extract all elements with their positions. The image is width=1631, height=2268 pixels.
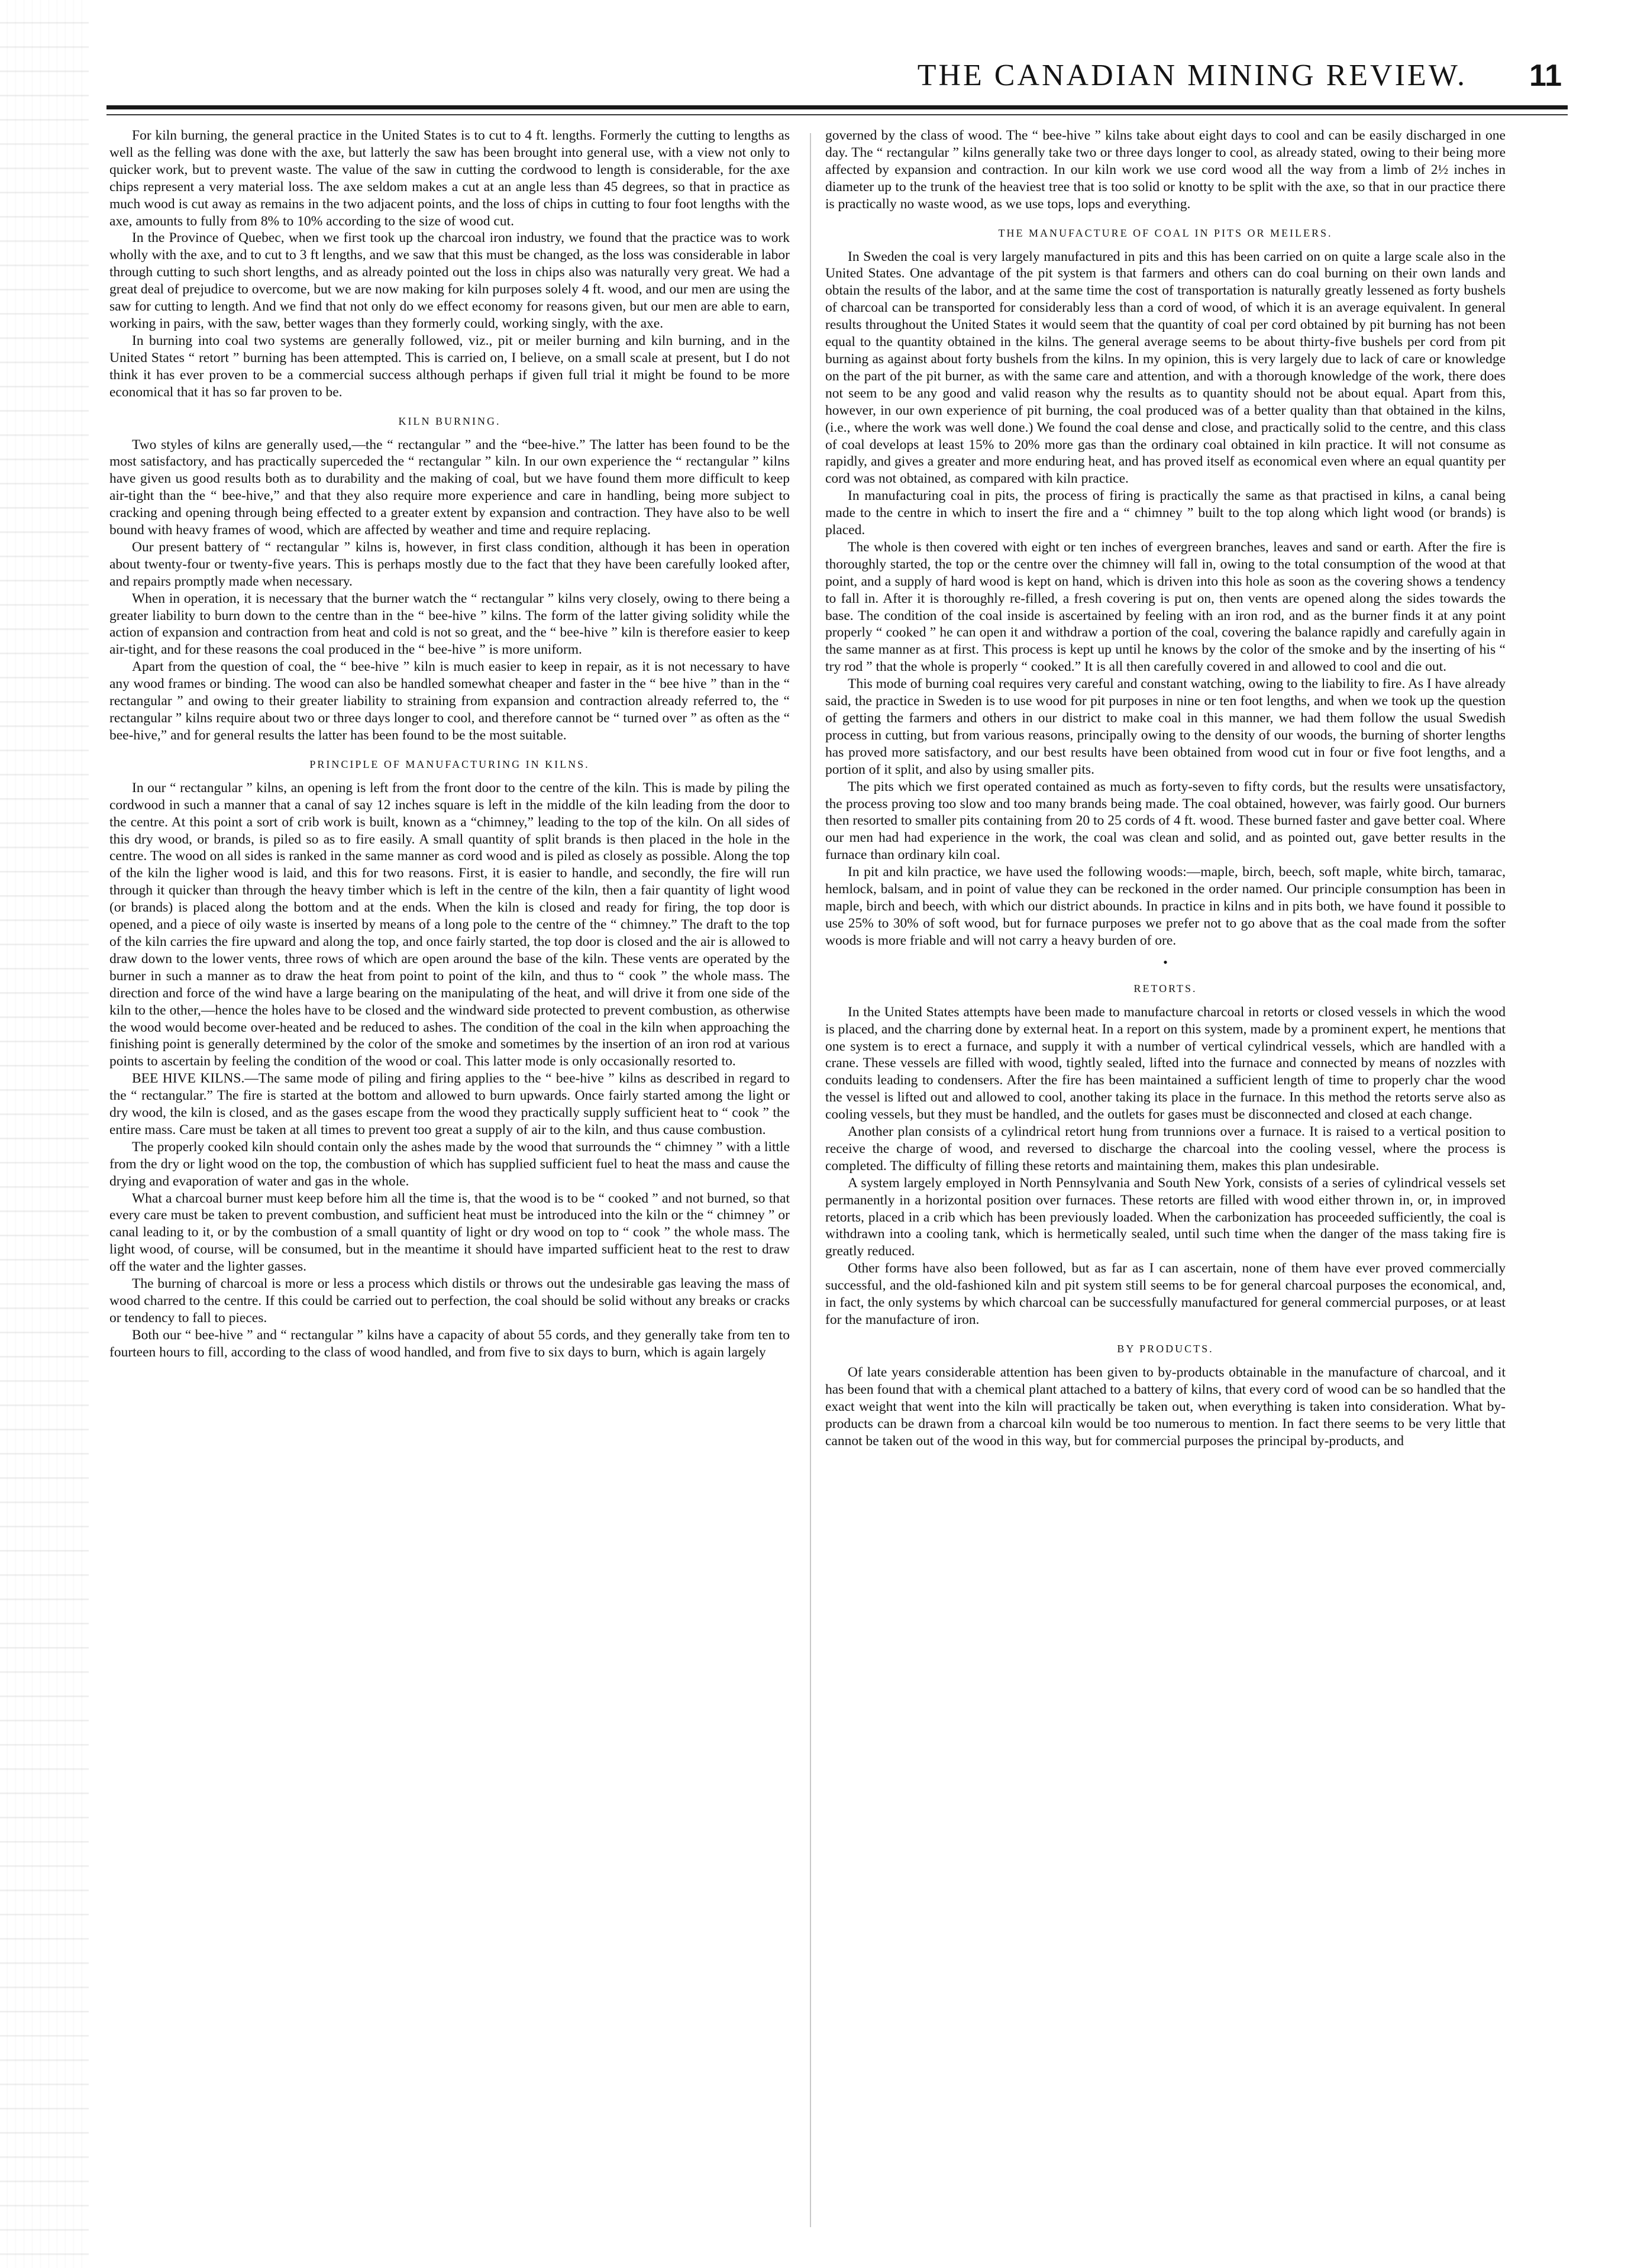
separator-dot: • — [1163, 954, 1168, 970]
paragraph: In burning into coal two systems are generally followed, viz., pit or meiler burning and kiln burning, and in the United States “ retort ” burning has been attempted. This is carried on, I believe, on a small scale at present, but I do not think it has ever proven to be a commercial success although perhaps if given full trial it might be found to be more economical that it has so far proven to be. — [109, 332, 790, 400]
paragraph: In pit and kiln practice, we have used the following woods:—maple, birch, beech, soft maple, white birch, tamarac, hemlock, balsam, and in point of value they can be reckoned in the order named. Our principle consumption has been in maple, birch and beech, with which our district abounds. In practice in kilns and in pits both, we have found it possible to use 25% to 30% of soft wood, but for furnace purposes we prefer not to go above that as the coal made from the softer woods is more friable and will not carry a heavy burden of ore. — [825, 864, 1506, 948]
scan-margin-noise — [0, 0, 89, 2268]
paragraph: A system largely employed in North Pennsylvania and South New York, consists of a series of cylindrical vessels set permanently in a horizontal position over furnaces. These retorts are filled with wood either thrown in, or, in improved retorts, placed in a crib which has been previously loaded. When the carbonization has proceeded sufficiently, the coal is withdrawn into a cooling tank, which is hermetically sealed, until such time when the danger of the mass taking fire is greatly reduced. — [825, 1175, 1506, 1259]
right-column — [825, 127, 1506, 2233]
header-rule-thin — [106, 114, 1568, 115]
paragraph: Of late years considerable attention has been given to by-products obtainable in the manufacture of charcoal, and it has been found that with a chemical plant attached to a battery of kilns, that every cord of wood can be so handled that the exact weight that went into the kiln will practically be taken out, when everything is taken into consideration. What by-products can be drawn from a charcoal kiln would be too numerous to mention. In fact there seems to be very little that cannot be taken out of the wood in this way, but for commercial purposes the principal by-products, and — [825, 1364, 1506, 1449]
section-heading-by-products: BY PRODUCTS. — [1117, 1342, 1214, 1355]
section-heading-pits: THE MANUFACTURE OF COAL IN PITS OR MEILERS. — [998, 227, 1333, 239]
running-title: THE CANADIAN MINING REVIEW. — [917, 59, 1467, 92]
section-heading-principle: PRINCIPLE OF MANUFACTURING IN KILNS. — [309, 758, 590, 770]
paragraph: The pits which we first operated contained as much as forty-seven to fifty cords, but the results were unsatisfactory, the process proving too slow and too many brands being made. The coal obtained, however, was fairly good. Our burners then resorted to smaller pits containing from 20 to 25 cords of 4 ft. wood. These burned faster and gave better coal. Where our men had had experience in the work, the coal was clean and solid, and as pointed out, gave better results in the furnace than ordinary kiln coal. — [825, 778, 1506, 863]
paragraph: Other forms have also been followed, but as far as I can ascertain, none of them have ever proved commercially successful, and the old-fashioned kiln and pit system still seems to be for general charcoal purposes the economical, and, in fact, the only systems by which charcoal can be successfully manufactured for general commercial purposes, or at least for the manufacture of iron. — [825, 1261, 1506, 1327]
paragraph: Apart from the question of coal, the “ bee-hive ” kiln is much easier to keep in repair, as it is not necessary to have any wood frames or binding. The wood can also be handled somewhat cheaper and faster in the “ bee hive ” than in the “ rectangular ” and owing to their greater liability to straining from expansion and contraction already referred to, the “ rectangular ” kilns require about two or three days longer to cool, and therefore cannot be “ turned over ” as often as the “ bee-hive,” and for general results the latter has been found to be the most suitable. — [109, 659, 790, 743]
page-header — [118, 52, 1562, 99]
paragraph: In the United States attempts have been made to manufacture charcoal in retorts or closed vessels in which the wood is placed, and the charring done by external heat. In a report on this system, made by a prominent expert, he mentions that one system is to erect a furnace, and supply it with a number of vertical cylindrical vessels, which are handled with a crane. These vessels are filled with wood, tightly sealed, lifted into the furnace and connected by means of nozzles with conduits leading to condensers. After the fire has been maintained a sufficient length of time to properly char the wood the vessel is lifted out and allowed to cool, another taking its place in the furnace. In this method the retorts serve also as cooling vessels, but they must be handled, and the outlets for gases must be disconnected and closed at each change. — [825, 1004, 1506, 1123]
paragraph: The properly cooked kiln should contain only the ashes made by the wood that surrounds the “ chimney ” with a little from the dry or light wood on the top, the combustion of which has supplied sufficient fuel to heat the mass and cause the drying and evaporation of water and gas in the whole. — [109, 1139, 790, 1189]
paragraph: The burning of charcoal is more or less a process which distils or throws out the undesirable gas leaving the mass of wood charred to the centre. If this could be carried out to perfection, the coal should be solid without any breaks or cracks or tendency to fall to pieces. — [109, 1276, 790, 1326]
column-divider — [810, 133, 811, 2227]
paragraph: In Sweden the coal is very largely manufactured in pits and this has been carried on on quite a large scale also in the United States. One advantage of the pit system is that farmers and others can do coal burning on their own lands and obtain the results of the labor, and at the same time the cost of transportation is naturally greatly lessened as forty bushels of charcoal can be transported for considerably less than a cord of wood, of which it is an average equivalent. In general results throughout the United States it would seem that the quantity of coal per cord obtained by pit burning has not been equal to the quantity obtained in the kilns. The general average seems to be about thirty-five bushels per cord from pit burning as against about forty bushels from the kilns. In my opinion, this is very largely due to lack of care or knowledge on the part of the pit burner, as with the same care and attention, and with a thorough knowledge of the work, there does not seem to be any good and valid reason why the results as to quantity should not be about equal. Apart from this, however, in our own experience of pit burning, the coal produced was of a better quality than that obtained in the kilns, (i.e., where the work was well done.) We found the coal dense and close, and practically solid to the centre, and this class of coal develops at least 15% to 20% more gas than the ordinary coal obtained in kiln practice. It will not consume as rapidly, and gives a greater and more enduring heat, and has proved itself as economical even where an equal quantity per cord was not obtained, as compared with kiln practice. — [825, 248, 1506, 487]
paragraph: governed by the class of wood. The “ bee-hive ” kilns take about eight days to cool and can be easily discharged in one day. The “ rectangular ” kilns generally take two or three days longer to cool, as already stated, owing to their being more affected by expansion and contraction. In our kiln work we use cord wood all the way from a limb of 2½ inches in diameter up to the trunk of the heaviest tree that is too solid or knotty to be split with the axe, so that in our practice there is practically no waste wood, as we use tops, lops and everything. — [825, 128, 1506, 212]
paragraph: Two styles of kilns are generally used,—the “ rectangular ” and the “bee-hive.” The latter has been found to be the most satisfactory, and has practically superceded the “ rectangular ” kiln. In our own experience the “ rectangular ” kilns have given us good results both as to durability and the making of coal, but we have found them more difficult to keep air-tight than the “ bee-hive,” and that they also require more experience and care in handling, being more subject to cracking and opening through being effected to a greater extent by expansion and contraction. They have also to be well bound with heavy frames of wood, which are affected by weather and time and require replacing. — [109, 437, 790, 538]
paragraph: Another plan consists of a cylindrical retort hung from trunnions over a furnace. It is raised to a vertical position to receive the charge of wood, and reversed to discharge the charcoal into the cooling vessel, where the process is completed. The difficulty of filling these retorts and maintaining them, makes this plan undesirable. — [825, 1124, 1506, 1174]
paragraph: When in operation, it is necessary that the burner watch the “ rectangular ” kilns very closely, owing to there being a greater liability to burn down to the centre than in the “ bee-hive ” kilns. The form of the latter giving solidity while the action of expansion and contraction from heat and cold is not so great, and the “ bee-hive ” kiln is therefore easier to keep air-tight, and for these reasons the coal produced in the “ bee-hive ” is more uniform. — [109, 590, 790, 658]
left-column — [109, 127, 790, 2233]
header-rule-thick — [106, 105, 1568, 109]
paragraph: BEE HIVE KILNS.—The same mode of piling and firing applies to the “ bee-hive ” kilns as described in regard to the “ rectangular.” The fire is started at the bottom and allowed to burn upwards. Once fairly started among the light or dry wood, the kiln is closed, and as the gases escape from the wood they practically supply sufficient heat to “ cook ” the entire mass. Care must be taken at all times to prevent too great a supply of air to the kiln, and thus cause combustion. — [109, 1071, 790, 1138]
section-heading-kiln-burning: KILN BURNING. — [398, 415, 501, 427]
page-number: 11 — [1529, 59, 1562, 93]
paragraph: In the Province of Quebec, when we first took up the charcoal iron industry, we found that the practice was to work wholly with the axe, and to cut to 3 ft lengths, and we saw that this must be changed, as the loss was considerable in labor through cutting to such short lengths, and as already pointed out the loss in chips also was naturally very great. We had a great deal of prejudice to overcome, but we are now making for kiln purposes solely 4 ft. wood, and our men are using the saw for cutting to length. And we find that not only do we effect economy for reasons given, but our men are able to earn, working in pairs, with the saw, better wages than they formerly could, working singly, with the axe. — [109, 230, 790, 331]
paragraph: Both our “ bee-hive ” and “ rectangular ” kilns have a capacity of about 55 cords, and they generally take from ten to fourteen hours to fill, according to the class of wood handled, and from five to six days to burn, which is again largely — [109, 1327, 790, 1360]
section-heading-retorts: RETORTS. — [1133, 982, 1197, 994]
paragraph: In manufacturing coal in pits, the process of firing is practically the same as that practised in kilns, a canal being made to the centre in which to insert the fire and a “ chimney ” built to the top along which light wood (or brands) is placed. — [825, 488, 1506, 538]
paragraph: This mode of burning coal requires very careful and constant watching, owing to the liability to fire. As I have already said, the practice in Sweden is to use wood for pit purposes in nine or ten foot lengths, and when we took up the question of getting the farmers and others in our district to make coal in this manner, we had them follow the usual Swedish process in cutting, but from various reasons, principally owing to the density of our woods, the burning of shorter lengths has proved more satisfactory, and our best results have been obtained from wood cut in four or five foot lengths, and a portion of it split, and also by using smaller pits. — [825, 676, 1506, 777]
paragraph: Our present battery of “ rectangular ” kilns is, however, in first class condition, although it has been in operation about twenty-four or twenty-five years. This is perhaps mostly due to the fact that they have been carefully looked after, and repairs promptly made when necessary. — [109, 539, 790, 589]
paragraph: The whole is then covered with eight or ten inches of evergreen branches, leaves and sand or earth. After the fire is thoroughly started, the top or the centre over the chimney will fall in, owing to the total consumption of the wood at that point, and a supply of hard wood is kept on hand, which is driven into this hole as soon as the covering shows a tendency to fall in. After it is thoroughly re-filled, a fresh covering is put on, then vents are opened along the sides towards the base. The condition of the coal inside is ascertained by feeling with an iron rod, and as the burner finds it at any point properly “ cooked ” he can open it and withdraw a portion of the coal, covering the balance rapidly and carefully again in the same manner as at first. This process is kept up until he knows by the color of the smoke and by the inserting of his “ try rod ” that the whole is properly “ cooked.” It is all then carefully covered in and allowed to cool and die out. — [825, 539, 1506, 675]
paragraph: In our “ rectangular ” kilns, an opening is left from the front door to the centre of the kiln. This is made by piling the cordwood in such a manner that a canal of say 12 inches square is left in the middle of the kiln leading from the door to the centre. At this point a sort of crib work is built, known as a “chimney,” leading to the top of the kiln. On all sides of this dry wood, or brands, is piled so as to fire easily. A small quantity of split brands is then placed in the hole in the centre. The wood on all sides is ranked in the same manner as cord wood and is piled as closely as possible. Along the top of the kiln the ligher wood is laid, and this for two reasons. First, it is easier to handle, and secondly, the fire will run through it quicker than through the heavy timber which is left in the centre of the kiln, then a fair quantity of light wood (or brands) is placed along the bottom and at the ends. When the kiln is closed and ready for firing, the top door is opened, and a piece of oily waste is inserted by means of a long pole to the centre of the “ chimney.” The draft to the top of the kiln carries the fire upward and along the top, and once fairly started, the top door is closed and the air is allowed to draw down to the lower vents, three rows of which are open around the base of the kiln. These vents are operated by the burner in such a manner as to draw the heat from point to point of the kiln, and thus to “ cook ” the whole mass. The direction and force of the wind have a large bearing on the manipulating of the heat, and will drive it from one side of the kiln to the other,—hence the holes have to be closed and the windward side protected to prevent combustion, as otherwise the wood would become over-heated and be reduced to ashes. The condition of the coal in the kiln when approaching the finishing point is generally determined by the color of the smoke and sometimes by the insertion of an iron rod at various points to ascertain by feeling the condition of the wood or coal. This latter mode is only occasionally resorted to. — [109, 780, 790, 1070]
paragraph: For kiln burning, the general practice in the United States is to cut to 4 ft. lengths. Formerly the cutting to lengths as well as the felling was done with the axe, but latterly the saw has been brought into general use, with a view not only to quicker work, but to prevent waste. The value of the saw in cutting the cordwood to length is considerable, for the axe chips represent a very material loss. The axe seldom makes a cut at an angle less than 45 degrees, so that in practice as much wood is cut away as remains in the two adjacent points, and the loss of chips in cutting to four foot lengths with the axe, amounts to fully from 8% to 10% according to the size of wood cut. — [109, 128, 790, 229]
paragraph: What a charcoal burner must keep before him all the time is, that the wood is to be “ cooked ” and not burned, so that every care must be taken to prevent combustion, and sufficient heat must be introduced into the kiln or the “ chimney ” or canal leading to it, or by the combustion of a small quantity of light or dry wood on top to “ cook ” the whole mass. The light wood, of course, will be consumed, but in the meantime it should have imparted sufficient heat to the rest to draw off the water and the lighter gasses. — [109, 1190, 790, 1275]
